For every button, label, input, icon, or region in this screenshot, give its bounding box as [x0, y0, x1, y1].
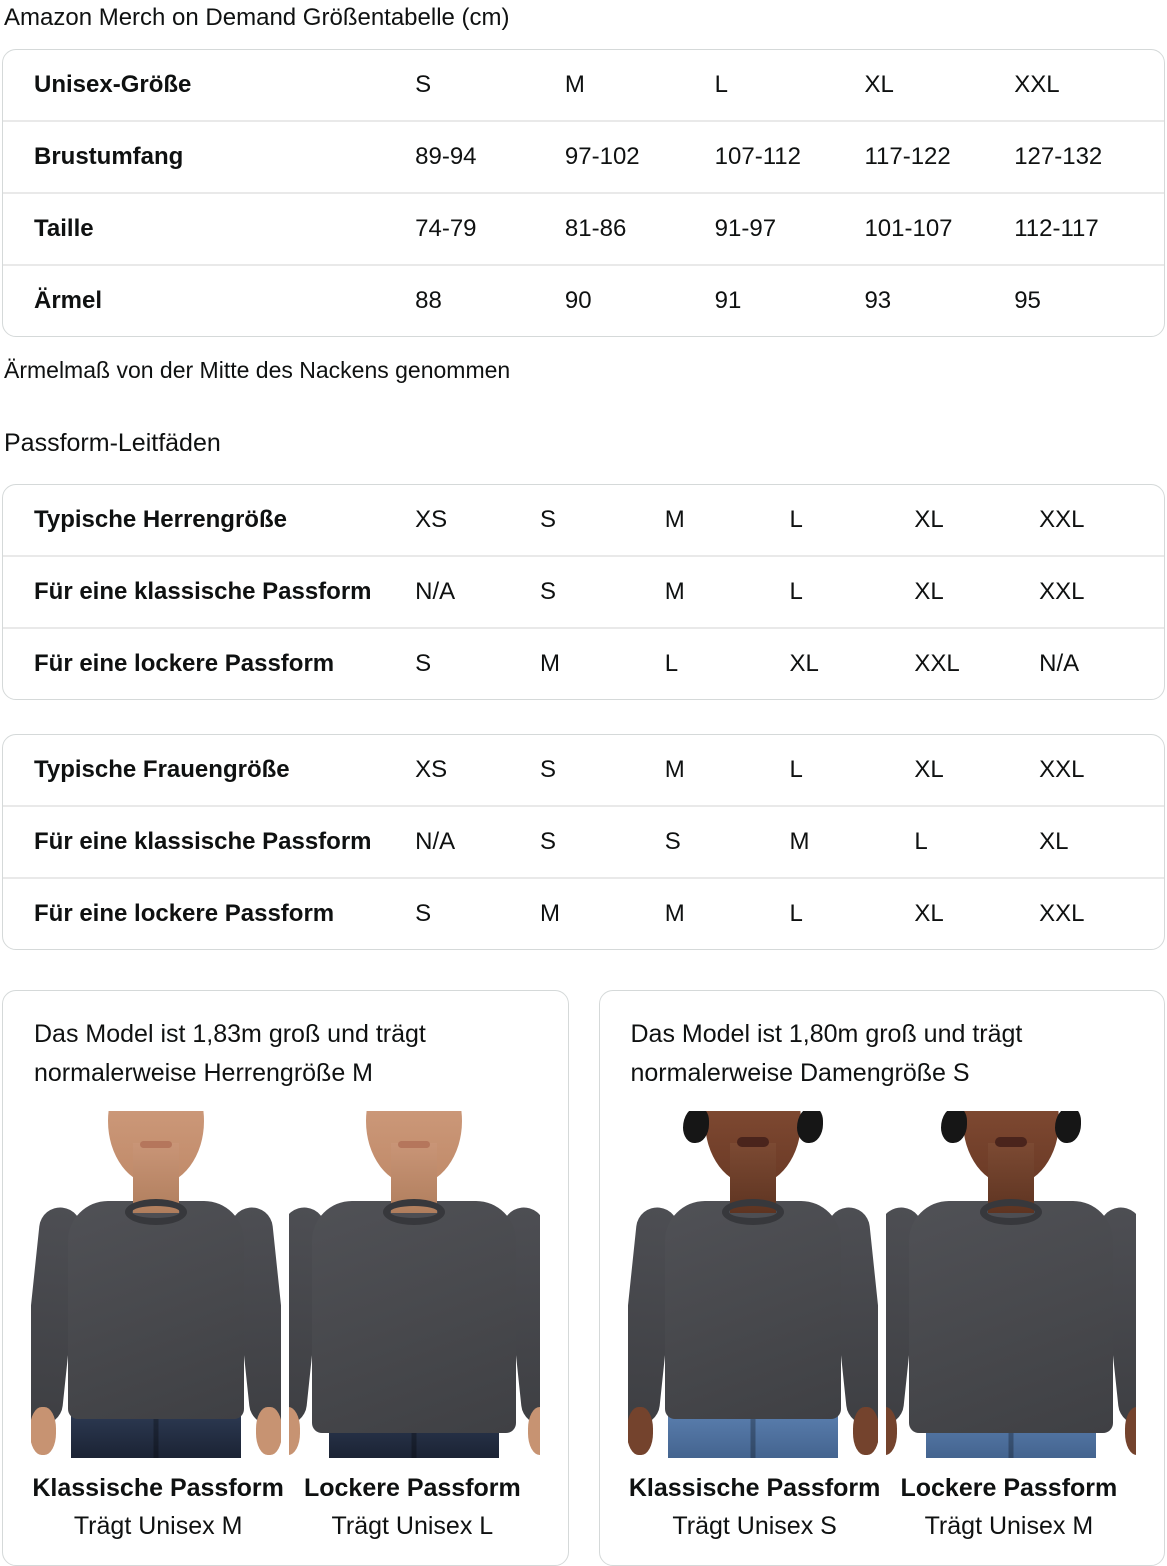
lips [995, 1137, 1027, 1147]
size-cell: 91 [715, 264, 865, 336]
hair [683, 1111, 709, 1143]
crew-neck-collar [383, 1199, 445, 1225]
size-cell: XL [790, 627, 915, 699]
fit-captions [31, 1474, 540, 1541]
hair [941, 1111, 967, 1143]
size-cell: 95 [1014, 264, 1164, 336]
size-cell: 81-86 [565, 192, 715, 264]
size-cell: N/A [1039, 627, 1164, 699]
table-row [3, 735, 1164, 805]
size-cell: M [564, 71, 585, 98]
size-cell: XXL [1039, 555, 1164, 627]
table-row [3, 485, 1164, 555]
size-cell: S [665, 805, 790, 877]
row-label: Für eine klassische Passform [3, 805, 415, 877]
size-cell: S [539, 506, 556, 533]
size-cell: S [539, 756, 556, 783]
fit-title: Lockere Passform [303, 1474, 521, 1502]
size-cell: XL [864, 71, 894, 98]
model-photo-classic-fit [31, 1111, 281, 1458]
fit-captions [628, 1474, 1137, 1541]
size-cell: XXL [1039, 756, 1085, 783]
size-cell: M [664, 506, 685, 533]
size-cell: XL [914, 877, 1039, 949]
size-cell: L [790, 877, 915, 949]
row-label: Brustumfang [3, 120, 415, 192]
fit-title: Klassische Passform [628, 1474, 881, 1502]
hair [1055, 1111, 1081, 1143]
size-cell: L [790, 555, 915, 627]
size-cell: M [665, 877, 790, 949]
sleeve-measure-note: Ärmelmaß von der Mitte des Nackens genommen [4, 357, 511, 383]
hand [1125, 1407, 1136, 1455]
table-row [3, 877, 1164, 949]
table-row [3, 192, 1164, 264]
row-label: Typische Frauengröße [34, 756, 290, 783]
size-cell: N/A [415, 555, 540, 627]
size-cell: S [415, 71, 432, 98]
table-row [3, 120, 1164, 192]
hand [853, 1407, 878, 1455]
hand [628, 1407, 653, 1455]
long-sleeve-shirt [68, 1201, 244, 1419]
size-cell: 101-107 [864, 192, 1014, 264]
model-photo-classic-fit [628, 1111, 878, 1458]
size-cell: S [540, 805, 665, 877]
size-cell: L [665, 627, 790, 699]
row-label: Taille [3, 192, 415, 264]
male-model-figure [31, 1111, 281, 1458]
page-title: Amazon Merch on Demand Größentabelle (cm) [4, 4, 510, 31]
model-photo-loose-fit [289, 1111, 539, 1458]
model-cards [2, 990, 1165, 1566]
size-cell: L [789, 756, 803, 783]
table-row [3, 627, 1164, 699]
size-cell: L [789, 506, 803, 533]
size-cell: XL [914, 555, 1039, 627]
size-cell: 91-97 [715, 192, 865, 264]
lips [140, 1141, 172, 1148]
table-row [3, 50, 1164, 120]
model-description: Das Model ist 1,80m groß und trägt normalerweise Damengröße S [630, 1020, 1023, 1087]
hand [31, 1407, 56, 1455]
size-cell: XL [914, 756, 944, 783]
hand [528, 1407, 539, 1455]
loose-fit-caption [882, 1474, 1136, 1541]
loose-fit-caption [285, 1474, 539, 1541]
row-label: Typische Herrengröße [34, 506, 287, 533]
female-model-card [599, 990, 1166, 1566]
size-cell: 107-112 [715, 120, 865, 192]
size-cell: N/A [415, 805, 540, 877]
size-cell: XL [1039, 805, 1164, 877]
fit-size: Trägt Unisex M [73, 1512, 243, 1540]
fit-title: Lockere Passform [900, 1474, 1118, 1502]
model-photos [628, 1111, 1137, 1458]
table-row [3, 264, 1164, 336]
table-row [3, 805, 1164, 877]
size-cell: S [415, 627, 540, 699]
fit-size: Trägt Unisex L [331, 1512, 494, 1540]
size-cell: XXL [1039, 877, 1164, 949]
size-cell: 97-102 [565, 120, 715, 192]
size-cell: XL [914, 506, 944, 533]
row-label: Unisex-Größe [34, 71, 192, 98]
crew-neck-collar [722, 1199, 784, 1225]
crew-neck-collar [980, 1199, 1042, 1225]
size-cell: 117-122 [864, 120, 1014, 192]
model-photos [31, 1111, 540, 1458]
male-model-card [2, 990, 569, 1566]
size-cell: 74-79 [415, 192, 565, 264]
size-cell: M [540, 877, 665, 949]
row-label: Für eine klassische Passform [3, 555, 415, 627]
table-row [3, 555, 1164, 627]
model-description: Das Model ist 1,83m groß und trägt normalerweise Herrengröße M [34, 1020, 426, 1087]
size-cell: 93 [864, 264, 1014, 336]
size-cell: XXL [1039, 506, 1085, 533]
fit-size: Trägt Unisex M [924, 1512, 1094, 1540]
unisex-size-table [2, 49, 1165, 337]
size-cell: 112-117 [1014, 192, 1164, 264]
size-cell: L [914, 805, 1039, 877]
size-cell: L [714, 71, 729, 98]
long-sleeve-shirt [909, 1201, 1113, 1433]
mens-fit-table [2, 484, 1165, 700]
crew-neck-collar [125, 1199, 187, 1225]
classic-fit-caption [628, 1474, 882, 1541]
row-label: Ärmel [3, 264, 415, 336]
row-label: Für eine lockere Passform [3, 627, 415, 699]
fit-guides-heading: Passform-Leitfäden [4, 429, 221, 457]
hair [797, 1111, 823, 1143]
fit-size: Trägt Unisex S [672, 1512, 837, 1540]
size-cell: M [540, 627, 665, 699]
womens-fit-table [2, 734, 1165, 950]
size-cell: XS [415, 506, 448, 533]
size-cell: S [415, 877, 540, 949]
size-cell: 127-132 [1014, 120, 1164, 192]
lips [737, 1137, 769, 1147]
model-photo-loose-fit [886, 1111, 1136, 1458]
size-cell: XXL [1014, 71, 1060, 98]
size-cell: M [665, 555, 790, 627]
classic-fit-caption [31, 1474, 285, 1541]
size-cell: M [790, 805, 915, 877]
size-cell: XS [415, 756, 448, 783]
lips [398, 1141, 430, 1148]
male-model-figure [289, 1111, 539, 1458]
size-cell: 90 [565, 264, 715, 336]
row-label: Für eine lockere Passform [3, 877, 415, 949]
female-model-figure [886, 1111, 1136, 1458]
size-cell: 89-94 [415, 120, 565, 192]
fit-title: Klassische Passform [32, 1474, 284, 1502]
size-cell: S [540, 555, 665, 627]
size-cell: XXL [914, 627, 1039, 699]
female-model-figure [628, 1111, 878, 1458]
size-cell: 88 [415, 264, 565, 336]
size-cell: M [664, 756, 685, 783]
hand [256, 1407, 281, 1455]
long-sleeve-shirt [665, 1201, 841, 1419]
long-sleeve-shirt [312, 1201, 516, 1433]
